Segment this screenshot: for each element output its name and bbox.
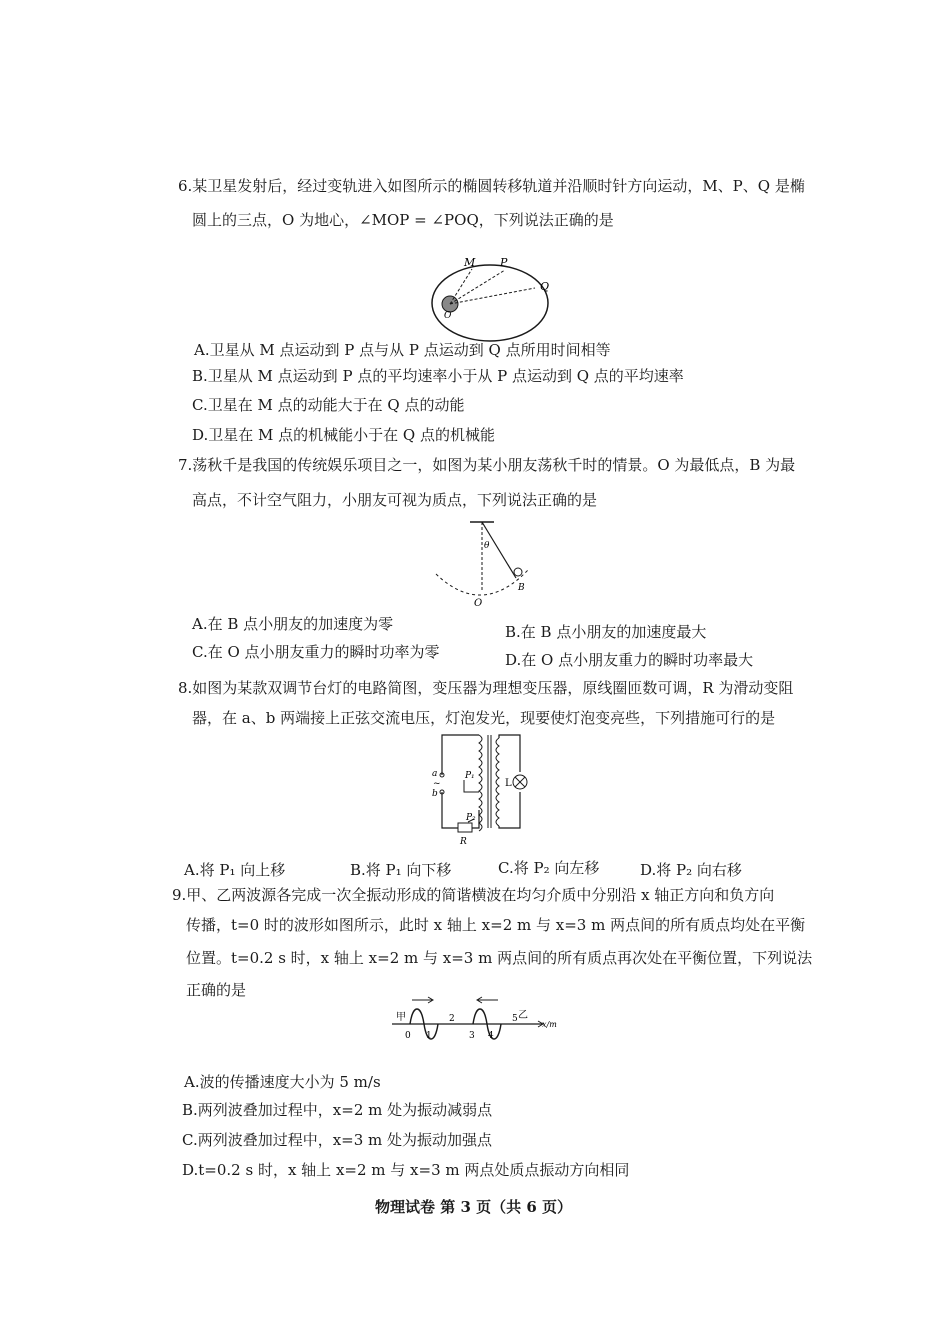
orbit-diagram: [420, 252, 560, 348]
q8-option-d: D.将 P₂ 向右移: [640, 861, 742, 879]
tick-4: 4: [488, 1031, 494, 1041]
q9-option-d: D.t=0.2 s 时，x 轴上 x=2 m 与 x=3 m 两点处质点振动方向相同: [182, 1161, 630, 1179]
tick-3: 3: [469, 1031, 475, 1041]
label-yi: 乙: [518, 1010, 528, 1021]
wave-diagram: [392, 996, 570, 1056]
label-lamp: L: [505, 778, 512, 789]
label-q: Q: [540, 280, 550, 293]
q9-stem-line3: 位置。t=0.2 s 时，x 轴上 x=2 m 与 x=3 m 两点间的所有质点再次处在平衡位置，下列说法: [186, 949, 813, 967]
label-p1: P₁: [465, 771, 475, 781]
q7-option-b: B.在 B 点小朋友的加速度最大: [505, 623, 707, 641]
label-jia: 甲: [396, 1012, 406, 1023]
label-o: O: [444, 311, 452, 321]
q9-option-b: B.两列波叠加过程中，x=2 m 处为振动减弱点: [182, 1101, 493, 1119]
label-tilde: ~: [433, 779, 441, 789]
label-o-swing: O: [474, 598, 483, 609]
q8-option-b: B.将 P₁ 向下移: [350, 861, 452, 879]
q9-stem-line2: 传播，t=0 时的波形如图所示，此时 x 轴上 x=2 m 与 x=3 m 两点间的所有质点均处在平衡: [186, 916, 806, 934]
q6-option-c: C.卫星在 M 点的动能大于在 Q 点的动能: [192, 396, 465, 414]
q8-stem-line1: 8.如图为某款双调节台灯的电路简图，变压器为理想变压器，原线圈匝数可调，R 为滑动变阻: [178, 679, 794, 697]
label-m: M: [464, 256, 476, 269]
q8-option-c: C.将 P₂ 向左移: [498, 859, 600, 877]
q7-option-a: A.在 B 点小朋友的加速度为零: [192, 615, 394, 633]
q6-stem-line1: 6.某卫星发射后，经过变轨进入如图所示的椭圆转移轨道并沿顺时针方向运动，M、P、Q 是椭: [178, 177, 805, 195]
q8-stem-line2: 器，在 a、b 两端接上正弦交流电压，灯泡发光，现要使灯泡变亮些，下列措施可行的是: [192, 709, 776, 727]
child-icon: [514, 568, 522, 576]
q9-stem-line4: 正确的是: [186, 981, 247, 999]
label-p: P: [500, 256, 508, 269]
q6-option-a: A.卫星从 M 点运动到 P 点与从 P 点运动到 Q 点所用时间相等: [194, 341, 611, 359]
label-a: a: [432, 769, 438, 779]
tick-2: 2: [449, 1014, 455, 1024]
swing-diagram: [432, 520, 542, 610]
label-b: B: [518, 583, 525, 593]
q9-option-a: A.波的传播速度大小为 5 m/s: [184, 1073, 381, 1091]
tick-0: 0: [405, 1031, 411, 1041]
q9-option-c: C.两列波叠加过程中，x=3 m 处为振动加强点: [182, 1131, 493, 1149]
q6-stem-line2: 圆上的三点，O 为地心，∠MOP = ∠POQ，下列说法正确的是: [192, 211, 614, 229]
q7-option-c: C.在 O 点小朋友重力的瞬时功率为零: [192, 643, 440, 661]
q7-stem-line1: 7.荡秋千是我国的传统娱乐项目之一，如图为某小朋友荡秋千时的情景。O 为最低点，B 为最: [178, 456, 796, 474]
label-theta: θ: [484, 541, 490, 551]
tick-1: 1: [426, 1031, 432, 1041]
rheostat-icon: [458, 823, 472, 832]
circuit-diagram: [424, 730, 534, 848]
q9-stem-line1: 9.甲、乙两波源各完成一次全振动形成的简谐横波在均匀介质中分别沿 x 轴正方向和负方向: [172, 886, 775, 904]
label-axis: x/m: [542, 1020, 557, 1029]
page-footer: 物理试卷 第 3 页（共 6 页）: [375, 1198, 572, 1216]
q6-option-b: B.卫星从 M 点运动到 P 点的平均速率小于从 P 点运动到 Q 点的平均速率: [192, 367, 684, 385]
label-b-circuit: b: [432, 789, 438, 799]
q7-option-d: D.在 O 点小朋友重力的瞬时功率最大: [505, 651, 754, 669]
label-p2: P₂: [466, 813, 476, 823]
q7-stem-line2: 高点，不计空气阻力，小朋友可视为质点，下列说法正确的是: [192, 491, 598, 509]
label-r: R: [460, 837, 467, 847]
q6-option-d: D.卫星在 M 点的机械能小于在 Q 点的机械能: [192, 426, 495, 444]
tick-5: 5: [512, 1014, 518, 1024]
q8-option-a: A.将 P₁ 向上移: [184, 861, 286, 879]
